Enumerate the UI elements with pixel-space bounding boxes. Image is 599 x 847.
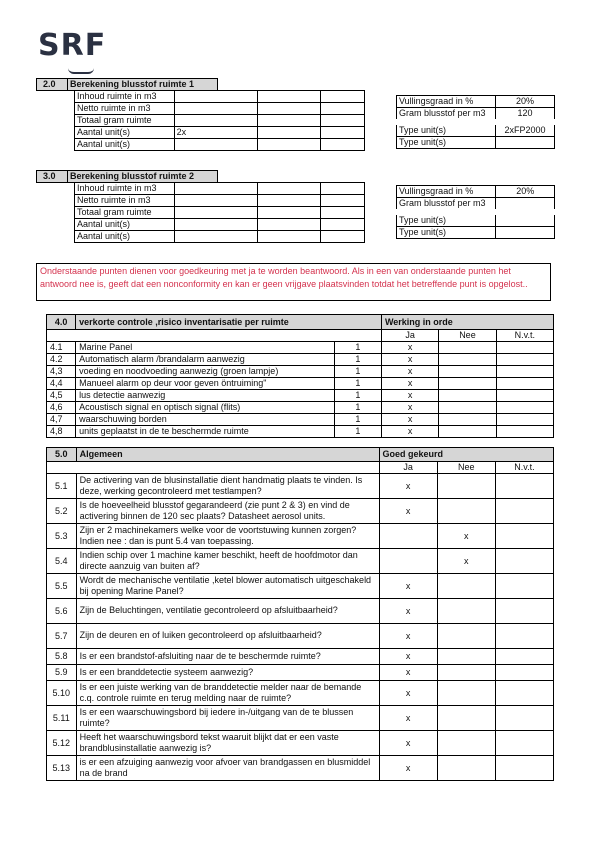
section-2-left-table bbox=[74, 90, 365, 151]
col-header: Ja bbox=[381, 330, 438, 342]
item-text: Zijn er 2 machinekamers welke voor de voortstuwing kunnen zorgen? Indien nee : dan is punt 5.4 van toepassing. bbox=[76, 524, 379, 549]
check-nvt bbox=[495, 706, 553, 731]
row-label: Aantal unit(s) bbox=[75, 231, 175, 243]
item-number: 5.5 bbox=[47, 574, 77, 599]
check-nvt bbox=[496, 390, 553, 402]
section-2-number: 2.0 bbox=[43, 79, 56, 89]
row-label: Aantal unit(s) bbox=[75, 127, 175, 139]
item-number: 5.6 bbox=[47, 599, 77, 624]
right-value bbox=[496, 227, 555, 239]
item-text: Indien schip over 1 machine kamer beschikt, heeft de hoofdmotor dan directe aanzuig van buiten af? bbox=[76, 549, 379, 574]
right-label: Type unit(s) bbox=[397, 212, 496, 227]
section-3-right-table bbox=[396, 185, 555, 239]
item-number: 4,3 bbox=[47, 366, 76, 378]
check-nvt bbox=[495, 499, 553, 524]
right-value: 120 bbox=[495, 108, 554, 123]
row-label: Aantal unit(s) bbox=[75, 139, 175, 151]
check-nvt bbox=[495, 549, 553, 574]
col-header: Nee bbox=[439, 330, 496, 342]
row-value bbox=[174, 207, 257, 219]
col-header: Nee bbox=[437, 462, 495, 474]
logo-underline bbox=[68, 68, 94, 74]
check-nvt bbox=[495, 756, 553, 781]
check-nvt bbox=[495, 681, 553, 706]
item-number: 4.2 bbox=[47, 354, 76, 366]
item-number: 5.3 bbox=[47, 524, 77, 549]
row-value-3 bbox=[321, 183, 365, 195]
check-ja bbox=[379, 549, 437, 574]
item-number: 5.13 bbox=[47, 756, 77, 781]
check-nvt bbox=[496, 342, 553, 354]
row-value-2 bbox=[257, 207, 320, 219]
section-3-title: Berekening blusstof ruimte 2 bbox=[70, 171, 195, 181]
item-text: Zijn de Beluchtingen, ventilatie gecontroleerd op afsluitbaarheid? bbox=[76, 599, 379, 624]
table-row bbox=[47, 649, 554, 665]
item-number: 5.7 bbox=[47, 624, 77, 649]
check-nvt bbox=[495, 731, 553, 756]
item-number: 4,5 bbox=[47, 390, 76, 402]
table-row bbox=[47, 574, 554, 599]
table-row bbox=[47, 524, 554, 549]
check-ja bbox=[379, 524, 437, 549]
table-row bbox=[47, 624, 554, 649]
item-number: 5.4 bbox=[47, 549, 77, 574]
table-row bbox=[397, 122, 555, 137]
right-label: Gram blusstof per m3 bbox=[397, 108, 496, 123]
check-nee bbox=[439, 378, 496, 390]
table-row bbox=[75, 103, 365, 115]
check-nvt bbox=[495, 624, 553, 649]
section-4-table bbox=[46, 314, 554, 438]
table-row bbox=[75, 231, 365, 243]
column-header-row bbox=[47, 462, 554, 474]
check-nee bbox=[439, 390, 496, 402]
row-value-2 bbox=[257, 91, 320, 103]
check-nee bbox=[437, 681, 495, 706]
table-row bbox=[75, 183, 365, 195]
item-qty: 1 bbox=[334, 366, 381, 378]
item-qty: 1 bbox=[334, 378, 381, 390]
check-nee bbox=[437, 665, 495, 681]
row-value bbox=[174, 183, 257, 195]
table-row bbox=[397, 227, 555, 239]
row-value-3 bbox=[321, 115, 365, 127]
check-nee bbox=[437, 599, 495, 624]
row-value-2 bbox=[257, 115, 320, 127]
row-label: Totaal gram ruimte bbox=[75, 115, 175, 127]
check-nvt bbox=[495, 474, 553, 499]
section-4-title: verkorte controle ,risico inventarisatie per ruimte bbox=[76, 315, 382, 330]
item-number: 4,8 bbox=[47, 426, 76, 438]
col-header: N.v.t. bbox=[495, 462, 553, 474]
item-text: Marine Panel bbox=[76, 342, 335, 354]
section-2-title: Berekening blusstof ruimte 1 bbox=[70, 79, 195, 89]
table-row bbox=[47, 402, 554, 414]
item-number: 5.10 bbox=[47, 681, 77, 706]
table-row bbox=[47, 756, 554, 781]
table-row bbox=[47, 378, 554, 390]
table-row bbox=[75, 91, 365, 103]
check-nee bbox=[437, 756, 495, 781]
table-row bbox=[47, 366, 554, 378]
row-value bbox=[174, 115, 257, 127]
table-row bbox=[75, 207, 365, 219]
item-number: 5.2 bbox=[47, 499, 77, 524]
check-nvt bbox=[496, 426, 553, 438]
check-ja: x bbox=[379, 574, 437, 599]
row-value-2 bbox=[257, 183, 320, 195]
check-nee: x bbox=[437, 524, 495, 549]
item-qty: 1 bbox=[334, 426, 381, 438]
right-label: Type unit(s) bbox=[397, 137, 496, 149]
row-value-2 bbox=[257, 127, 320, 139]
table-row bbox=[47, 549, 554, 574]
check-ja: x bbox=[381, 402, 438, 414]
check-ja: x bbox=[381, 366, 438, 378]
srf-logo: SRF bbox=[38, 28, 107, 63]
row-value-2 bbox=[257, 195, 320, 207]
table-row bbox=[75, 139, 365, 151]
table-row bbox=[75, 115, 365, 127]
item-number: 4.1 bbox=[47, 342, 76, 354]
check-ja: x bbox=[381, 414, 438, 426]
check-ja: x bbox=[379, 474, 437, 499]
check-nee bbox=[437, 624, 495, 649]
row-value-2 bbox=[257, 103, 320, 115]
item-qty: 1 bbox=[334, 342, 381, 354]
check-ja: x bbox=[381, 390, 438, 402]
table-row bbox=[47, 414, 554, 426]
row-value-3 bbox=[321, 231, 365, 243]
section-5-title: Algemeen bbox=[76, 448, 379, 462]
table-row bbox=[397, 137, 555, 149]
item-number: 4,7 bbox=[47, 414, 76, 426]
check-nee bbox=[439, 366, 496, 378]
item-qty: 1 bbox=[334, 414, 381, 426]
row-label: Inhoud ruimte in m3 bbox=[75, 183, 175, 195]
item-text: Is de hoeveelheid blusstof gegarandeerd (zie punt 2 & 3) en vind de activering binnen de 120 sec plaats? Datasheet aerosol units. bbox=[76, 499, 379, 524]
item-qty: 1 bbox=[334, 402, 381, 414]
row-value-2 bbox=[257, 219, 320, 231]
table-row bbox=[75, 219, 365, 231]
section-3-number: 3.0 bbox=[43, 171, 56, 181]
right-label: Type unit(s) bbox=[397, 122, 496, 137]
right-label: Vullingsgraad in % bbox=[397, 96, 496, 108]
check-nee bbox=[437, 706, 495, 731]
item-qty: 1 bbox=[334, 390, 381, 402]
item-text: Is er een juiste werking van de branddetectie melder naar de bemande c.q. controle ruimte en terug melding naar de ruimte? bbox=[76, 681, 379, 706]
check-nvt bbox=[496, 378, 553, 390]
row-value bbox=[174, 91, 257, 103]
row-label: Aantal unit(s) bbox=[75, 219, 175, 231]
table-row bbox=[47, 342, 554, 354]
right-value: 20% bbox=[495, 96, 554, 108]
item-text: is er een afzuiging aanwezig voor afvoer van brandgassen en blusmiddel na de brand bbox=[76, 756, 379, 781]
item-number: 5.12 bbox=[47, 731, 77, 756]
column-header-row bbox=[47, 330, 554, 342]
right-value: 2xFP2000 bbox=[495, 122, 554, 137]
check-nvt bbox=[495, 574, 553, 599]
row-value bbox=[174, 139, 257, 151]
item-text: Acoustisch signal en optisch signal (flits) bbox=[76, 402, 335, 414]
check-nee bbox=[439, 426, 496, 438]
row-label: Netto ruimte in m3 bbox=[75, 103, 175, 115]
section-2-right-table bbox=[396, 95, 555, 149]
table-row bbox=[75, 195, 365, 207]
item-text: waarschuwing borden bbox=[76, 414, 335, 426]
col-header: N.v.t. bbox=[496, 330, 553, 342]
item-number: 5.8 bbox=[47, 649, 77, 665]
check-nee bbox=[439, 354, 496, 366]
item-text: Is er een branddetectie systeem aanwezig? bbox=[76, 665, 379, 681]
check-nvt bbox=[496, 414, 553, 426]
check-ja: x bbox=[381, 426, 438, 438]
check-nee: x bbox=[437, 549, 495, 574]
item-number: 4,4 bbox=[47, 378, 76, 390]
check-ja: x bbox=[379, 499, 437, 524]
check-ja: x bbox=[381, 354, 438, 366]
check-ja: x bbox=[379, 665, 437, 681]
check-nee bbox=[439, 342, 496, 354]
row-value bbox=[174, 195, 257, 207]
table-row bbox=[397, 198, 555, 213]
row-value bbox=[174, 219, 257, 231]
check-ja: x bbox=[379, 599, 437, 624]
item-text: lus detectie aanwezig bbox=[76, 390, 335, 402]
empty-cell bbox=[47, 330, 382, 342]
check-ja: x bbox=[379, 681, 437, 706]
item-qty: 1 bbox=[334, 354, 381, 366]
row-value-3 bbox=[321, 139, 365, 151]
table-row bbox=[397, 186, 555, 198]
row-label: Inhoud ruimte in m3 bbox=[75, 91, 175, 103]
table-row bbox=[47, 390, 554, 402]
item-number: 4,6 bbox=[47, 402, 76, 414]
table-row bbox=[397, 108, 555, 123]
notice-box: Onderstaande punten dienen voor goedkeuring met ja te worden beantwoord. Als in een van onderstaande punten het antwoord nee is, geeft dat een nonconformity en kan er geen vrijgave plaatsvinden totdat het betreffende punt is opgelost.. bbox=[36, 263, 551, 301]
item-text: Automatisch alarm /brandalarm aanwezig bbox=[76, 354, 335, 366]
check-nvt bbox=[495, 649, 553, 665]
right-value bbox=[495, 137, 554, 149]
table-row bbox=[47, 599, 554, 624]
check-nee bbox=[439, 402, 496, 414]
section-header-row bbox=[47, 448, 554, 462]
right-label: Vullingsgraad in % bbox=[397, 186, 496, 198]
right-value bbox=[496, 198, 555, 213]
check-nee bbox=[439, 414, 496, 426]
right-label: Type unit(s) bbox=[397, 227, 496, 239]
table-row bbox=[75, 127, 365, 139]
section-header-row bbox=[47, 315, 554, 330]
row-value-2 bbox=[257, 139, 320, 151]
check-nee bbox=[437, 474, 495, 499]
table-row bbox=[397, 212, 555, 227]
row-value-3 bbox=[321, 91, 365, 103]
item-number: 5.11 bbox=[47, 706, 77, 731]
row-value-3 bbox=[321, 195, 365, 207]
check-nvt bbox=[495, 665, 553, 681]
check-ja: x bbox=[381, 378, 438, 390]
check-nvt bbox=[495, 599, 553, 624]
status-header: Goed gekeurd bbox=[379, 448, 553, 462]
check-nvt bbox=[496, 354, 553, 366]
item-number: 5.1 bbox=[47, 474, 77, 499]
table-row bbox=[47, 706, 554, 731]
section-4-number: 4.0 bbox=[47, 315, 76, 330]
check-ja: x bbox=[381, 342, 438, 354]
check-ja: x bbox=[379, 731, 437, 756]
section-3-left-table bbox=[74, 182, 365, 243]
section-5-table bbox=[46, 447, 554, 781]
item-text: Is er een brandstof-afsluiting naar de te beschermde ruimte? bbox=[76, 649, 379, 665]
check-ja: x bbox=[379, 624, 437, 649]
item-text: Manueel alarm op deur voor geven öntruiming" bbox=[76, 378, 335, 390]
row-label: Netto ruimte in m3 bbox=[75, 195, 175, 207]
status-header: Werking in orde bbox=[381, 315, 553, 330]
col-header: Ja bbox=[379, 462, 437, 474]
row-value-3 bbox=[321, 127, 365, 139]
check-nee bbox=[437, 499, 495, 524]
item-text: units geplaatst in de te beschermde ruimte bbox=[76, 426, 335, 438]
row-value: 2x bbox=[174, 127, 257, 139]
row-label: Totaal gram ruimte bbox=[75, 207, 175, 219]
check-nee bbox=[437, 649, 495, 665]
item-text: Heeft het waarschuwingsbord tekst waaruit blijkt dat er een vaste brandblusinstallatie aanwezig is? bbox=[76, 731, 379, 756]
table-row bbox=[397, 96, 555, 108]
table-row bbox=[47, 731, 554, 756]
table-row bbox=[47, 474, 554, 499]
right-label: Gram blusstof per m3 bbox=[397, 198, 496, 213]
row-value bbox=[174, 231, 257, 243]
check-nvt bbox=[496, 402, 553, 414]
row-value-2 bbox=[257, 231, 320, 243]
item-text: Is er een waarschuwingsbord bij iedere in-/uitgang van de te blussen ruimte? bbox=[76, 706, 379, 731]
table-row bbox=[47, 681, 554, 706]
row-value-3 bbox=[321, 219, 365, 231]
check-nvt bbox=[496, 366, 553, 378]
item-text: Wordt de mechanische ventilatie ,ketel blower automatisch uitgeschakeld bij opening Marine Panel? bbox=[76, 574, 379, 599]
check-ja: x bbox=[379, 756, 437, 781]
item-text: Zijn de deuren en of luiken gecontroleerd op afsluitbaarheid? bbox=[76, 624, 379, 649]
check-nvt bbox=[495, 524, 553, 549]
right-value: 20% bbox=[496, 186, 555, 198]
row-value bbox=[174, 103, 257, 115]
item-number: 5.9 bbox=[47, 665, 77, 681]
row-value-3 bbox=[321, 103, 365, 115]
check-nee bbox=[437, 574, 495, 599]
right-value bbox=[496, 212, 555, 227]
empty-cell bbox=[47, 462, 380, 474]
check-ja: x bbox=[379, 649, 437, 665]
check-nee bbox=[437, 731, 495, 756]
row-value-3 bbox=[321, 207, 365, 219]
table-row bbox=[47, 499, 554, 524]
section-5-number: 5.0 bbox=[47, 448, 77, 462]
item-text: voeding en noodvoeding aanwezig (groen lampje) bbox=[76, 366, 335, 378]
table-row bbox=[47, 426, 554, 438]
item-text: De activering van de blusinstallatie dient handmatig plaats te vinden. Is deze, werking gecontroleerd met testlampen? bbox=[76, 474, 379, 499]
table-row bbox=[47, 354, 554, 366]
check-ja: x bbox=[379, 706, 437, 731]
table-row bbox=[47, 665, 554, 681]
